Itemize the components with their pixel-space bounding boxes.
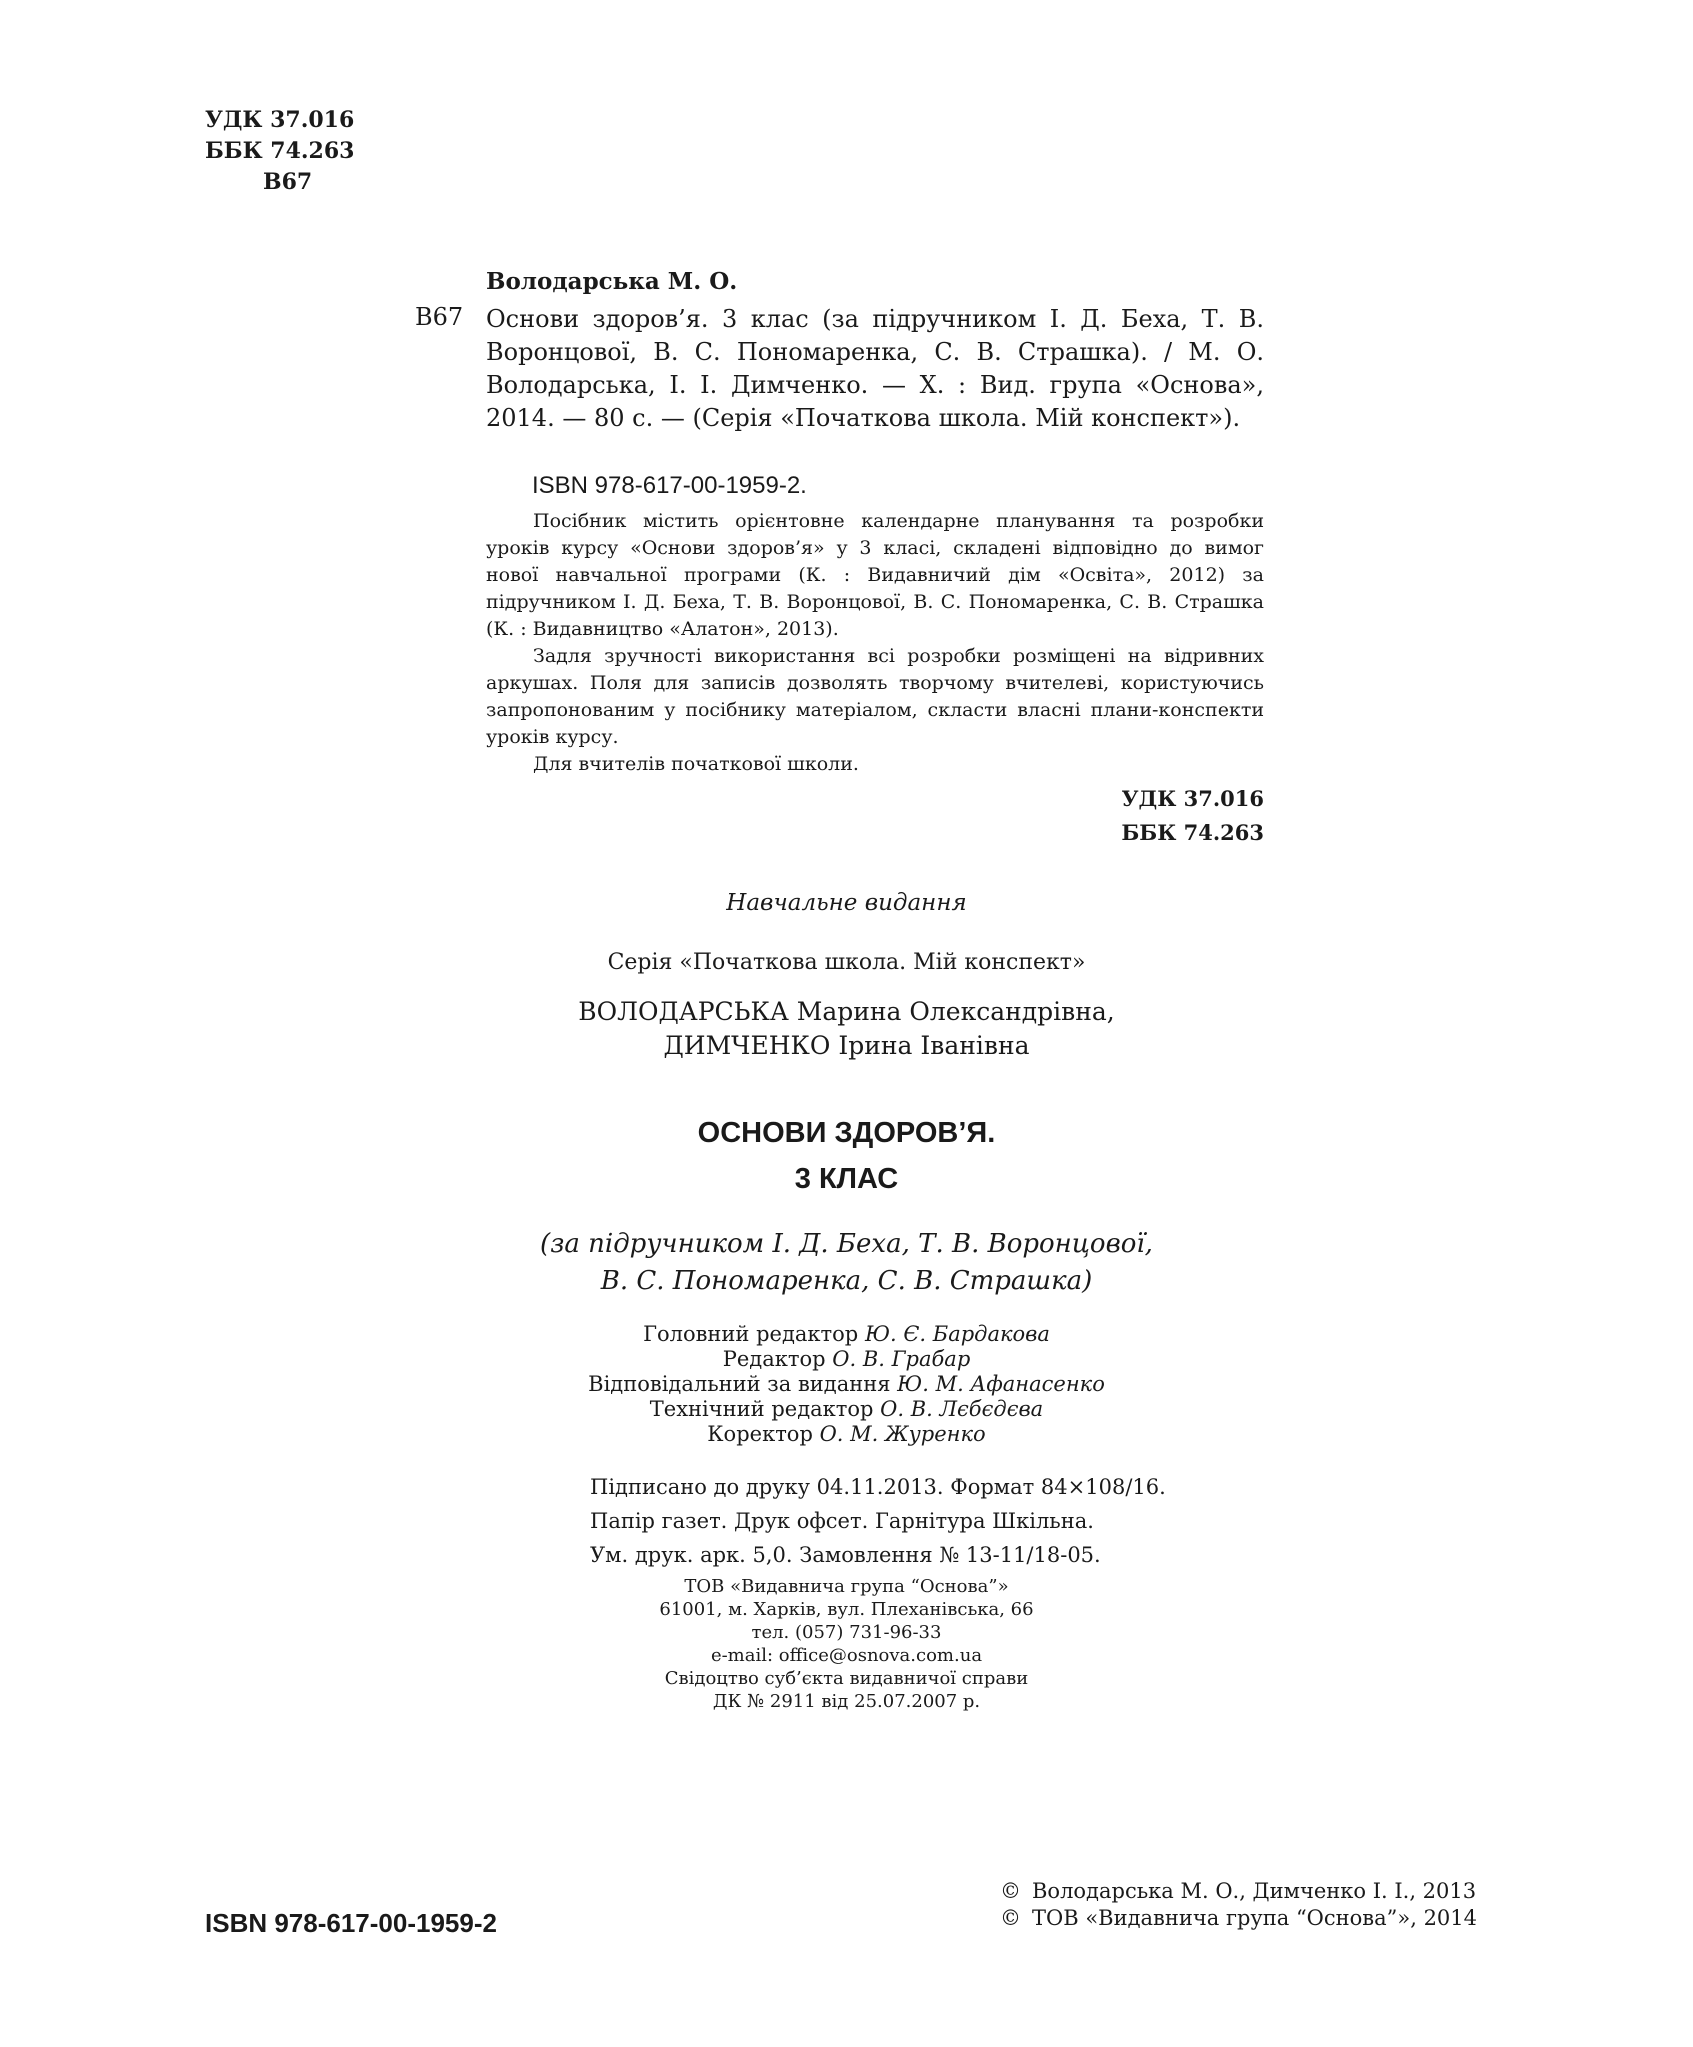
series-title: Серія «Початкова школа. Мій конспект» xyxy=(607,950,1086,975)
copyright-icon: © xyxy=(1000,1906,1021,1930)
copyright-icon: © xyxy=(1000,1879,1021,1903)
publisher-line: Свідоцтво суб’єкта видавничої справи xyxy=(664,1668,1029,1689)
staff-name: Ю. Є. Бардакова xyxy=(864,1322,1050,1346)
staff-row xyxy=(0,1372,1693,1397)
author-name: ДИМЧЕНКО Ірина Іванівна xyxy=(663,1031,1030,1060)
staff-name: Ю. М. Афанасенко xyxy=(897,1372,1105,1396)
textbook-reference xyxy=(0,1226,1693,1300)
staff-row xyxy=(0,1322,1693,1347)
staff-role: Головний редактор xyxy=(643,1322,859,1346)
bbk-code: ББК 74.263 xyxy=(205,138,355,164)
footer-isbn: ISBN 978-617-00-1959-2 xyxy=(205,1908,497,1938)
copyright-line xyxy=(1000,1905,1477,1932)
staff-role: Коректор xyxy=(707,1422,813,1446)
staff-row xyxy=(0,1397,1693,1422)
authors-full-names xyxy=(0,995,1693,1063)
staff-name: О. В. Грабар xyxy=(832,1347,971,1371)
copyright-text: ТОВ «Видавнича група “Основа”», 2014 xyxy=(1032,1906,1478,1930)
textbook-line: (за підручником І. Д. Беха, Т. В. Воронцової, xyxy=(540,1229,1153,1259)
publisher-line: ДК № 2911 від 25.07.2007 р. xyxy=(712,1691,981,1712)
annotation xyxy=(486,508,1264,778)
publisher-line: тел. (057) 731-96-33 xyxy=(751,1622,942,1643)
staff-role: Технічний редактор xyxy=(649,1397,874,1421)
udk-code: УДК 37.016 xyxy=(1121,786,1264,811)
publisher-line: 61001, м. Харків, вул. Плеханівська, 66 xyxy=(659,1599,1034,1620)
publisher-line: ТОВ «Видавнича група “Основа”» xyxy=(684,1576,1009,1597)
textbook-line: В. С. Пономаренка, С. В. Страшка) xyxy=(600,1266,1093,1296)
print-info-line: Папір газет. Друк офсет. Гарнітура Шкільна. xyxy=(590,1509,1094,1533)
publisher-info xyxy=(0,1575,1693,1713)
annotation-paragraph: Задля зручності використання всі розробки розміщені на відривних аркушах. Поля для записів дозволять творчому вчителеві, користуючись запропонованим у посібнику матеріалом, скласти власні плани-конспекти уроків курсу. xyxy=(486,645,1264,748)
classification-codes-right xyxy=(1000,782,1264,850)
author-name: ВОЛОДАРСЬКА Марина Олександрівна, xyxy=(578,997,1115,1026)
print-info xyxy=(590,1470,1166,1572)
copyright-block xyxy=(1000,1878,1477,1932)
copyright-line xyxy=(1000,1878,1477,1905)
annotation-audience: Для вчителів початкової школи. xyxy=(533,753,859,775)
bbk-code: ББК 74.263 xyxy=(1121,820,1264,845)
book-grade: 3 КЛАС xyxy=(794,1163,899,1195)
annotation-paragraph: Посібник містить орієнтовне календарне планування та розробки уроків курсу «Основи здоров’я» у 3 класі, складені відповідно до вимог нової навчальної програми (К. : Видавничий дім «Освіта», 2012) за підручником І. Д. Беха, Т. В. Воронцової, В. С. Пономаренка, С. В. Страшка (К. : Видавництво «Алатон», 2013). xyxy=(486,510,1264,640)
udk-code: УДК 37.016 xyxy=(205,107,355,133)
editorial-staff xyxy=(0,1322,1693,1447)
author-mark-code: В67 xyxy=(263,169,313,195)
staff-role: Відповідальний за видання xyxy=(588,1372,891,1396)
staff-name: О. М. Журенко xyxy=(819,1422,986,1446)
staff-row xyxy=(0,1347,1693,1372)
classification-codes-top xyxy=(205,105,354,198)
staff-role: Редактор xyxy=(722,1347,826,1371)
staff-row xyxy=(0,1422,1693,1447)
bibliography-isbn: ISBN 978-617-00-1959-2. xyxy=(532,472,807,499)
bibliography-description: Основи здоров’я. 3 клас (за підручником І. Д. Беха, Т. В. Воронцової, В. С. Пономаренка, С. В. Страшка). / М. О. Володарська, І. І. Димченко. — Х. : Вид. група «Основа», 2014. — 80 с. — (Серія «Початкова школа. Мій конспект»). xyxy=(486,305,1264,432)
bibliography-author: Володарська М. О. xyxy=(486,268,738,295)
copyright-text: Володарська М. О., Димченко І. І., 2013 xyxy=(1032,1879,1477,1903)
publisher-email: e-mail: office@osnova.com.ua xyxy=(710,1645,983,1666)
print-info-line: Підписано до друку 04.11.2013. Формат 84×108/16. xyxy=(590,1475,1166,1499)
edition-type: Навчальне видання xyxy=(726,890,967,916)
bibliography-code: В67 xyxy=(415,303,464,331)
staff-name: О. В. Лєбєдєва xyxy=(880,1397,1044,1421)
print-info-line: Ум. друк. арк. 5,0. Замовлення № 13-11/18-05. xyxy=(590,1543,1101,1567)
book-title: ОСНОВИ ЗДОРОВ’Я. xyxy=(697,1117,996,1149)
